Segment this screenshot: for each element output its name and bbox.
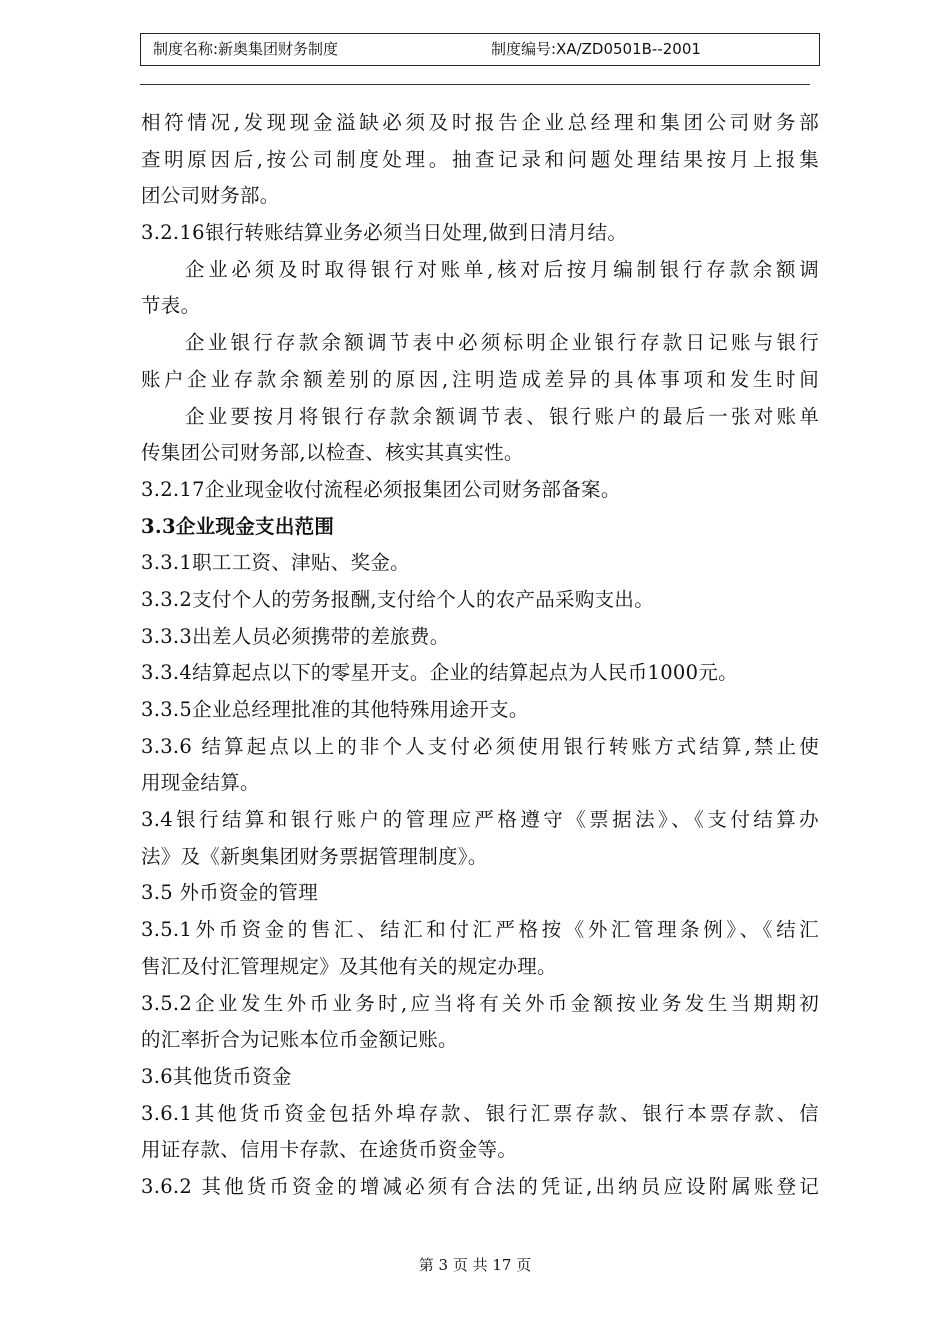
section-3-6-1: 3.6.1其他货币资金包括外埠存款、银行汇票存款、银行本票存款、信 <box>141 1101 819 1125</box>
text-line: 企业银行存款余额调节表中必须标明企业银行存款日记账与银行 <box>185 331 819 355</box>
text-line: 团公司财务部。 <box>141 184 280 208</box>
regulation-code: 制度编号:XA/ZD0501B--2001 <box>491 40 701 58</box>
section-3-3-2: 3.3.2支付个人的劳务报酬,支付给个人的农产品采购支出。 <box>141 587 655 611</box>
section-3-3-4: 3.3.4结算起点以下的零星开支。企业的结算起点为人民币1000元。 <box>141 661 738 685</box>
section-3-3-5: 3.3.5企业总经理批准的其他特殊用途开支。 <box>141 698 529 721</box>
section-3-2-17: 3.2.17企业现金收付流程必须报集团公司财务部备案。 <box>141 477 621 501</box>
text-line: 的汇率折合为记账本位币金额记账。 <box>141 1028 458 1052</box>
text-line: 账户企业存款余额差别的原因,注明造成差异的具体事项和发生时间 <box>141 367 819 391</box>
section-3-3-1: 3.3.1职工工资、津贴、奖金。 <box>141 551 410 575</box>
text-line: 节表。 <box>141 294 201 318</box>
text-line: 查明原因后,按公司制度处理。抽查记录和问题处理结果按月上报集 <box>141 147 819 171</box>
header-divider <box>140 84 810 85</box>
document-header <box>140 33 820 66</box>
section-3-5-2: 3.5.2企业发生外币业务时,应当将有关外币金额按业务发生当期期初 <box>141 991 819 1015</box>
body-text <box>141 105 819 1206</box>
text-line: 企业要按月将银行存款余额调节表、银行账户的最后一张对账单 <box>185 404 819 428</box>
text-line: 用现金结算。 <box>141 771 260 795</box>
section-3-3-6: 3.3.6 结算起点以上的非个人支付必须使用银行转账方式结算,禁止使 <box>141 734 819 758</box>
text-line: 售汇及付汇管理规定》及其他有关的规定办理。 <box>141 954 557 978</box>
page-number: 第 3 页 共 17 页 <box>418 1256 532 1274</box>
section-3-6-2: 3.6.2 其他货币资金的增减必须有合法的凭证,出纳员应设附属账登记 <box>141 1174 819 1198</box>
text-line: 企业必须及时取得银行对账单,核对后按月编制银行存款余额调 <box>185 257 819 281</box>
text-line: 相符情况,发现现金溢缺必须及时报告企业总经理和集团公司财务部 <box>141 111 819 134</box>
text-line: 法》及《新奥集团财务票据管理制度》。 <box>141 844 488 868</box>
section-3-3-3: 3.3.3出差人员必须携带的差旅费。 <box>141 624 450 648</box>
section-heading-3-3: 3.3企业现金支出范围 <box>141 514 335 538</box>
text-line: 传集团公司财务部,以检查、核实其真实性。 <box>141 441 524 465</box>
section-3-5-1: 3.5.1外币资金的售汇、结汇和付汇严格按《外汇管理条例》、《结汇 <box>141 918 819 942</box>
section-heading-3-5: 3.5 外币资金的管理 <box>141 881 319 905</box>
section-heading-3-6: 3.6其他货币资金 <box>141 1064 292 1088</box>
regulation-name: 制度名称:新奥集团财务制度 <box>153 40 339 58</box>
section-3-4: 3.4银行结算和银行账户的管理应严格遵守《票据法》、《支付结算办 <box>141 808 819 832</box>
section-3-2-16: 3.2.16银行转账结算业务必须当日处理,做到日清月结。 <box>141 221 628 245</box>
text-line: 用证存款、信用卡存款、在途货币资金等。 <box>141 1138 518 1162</box>
